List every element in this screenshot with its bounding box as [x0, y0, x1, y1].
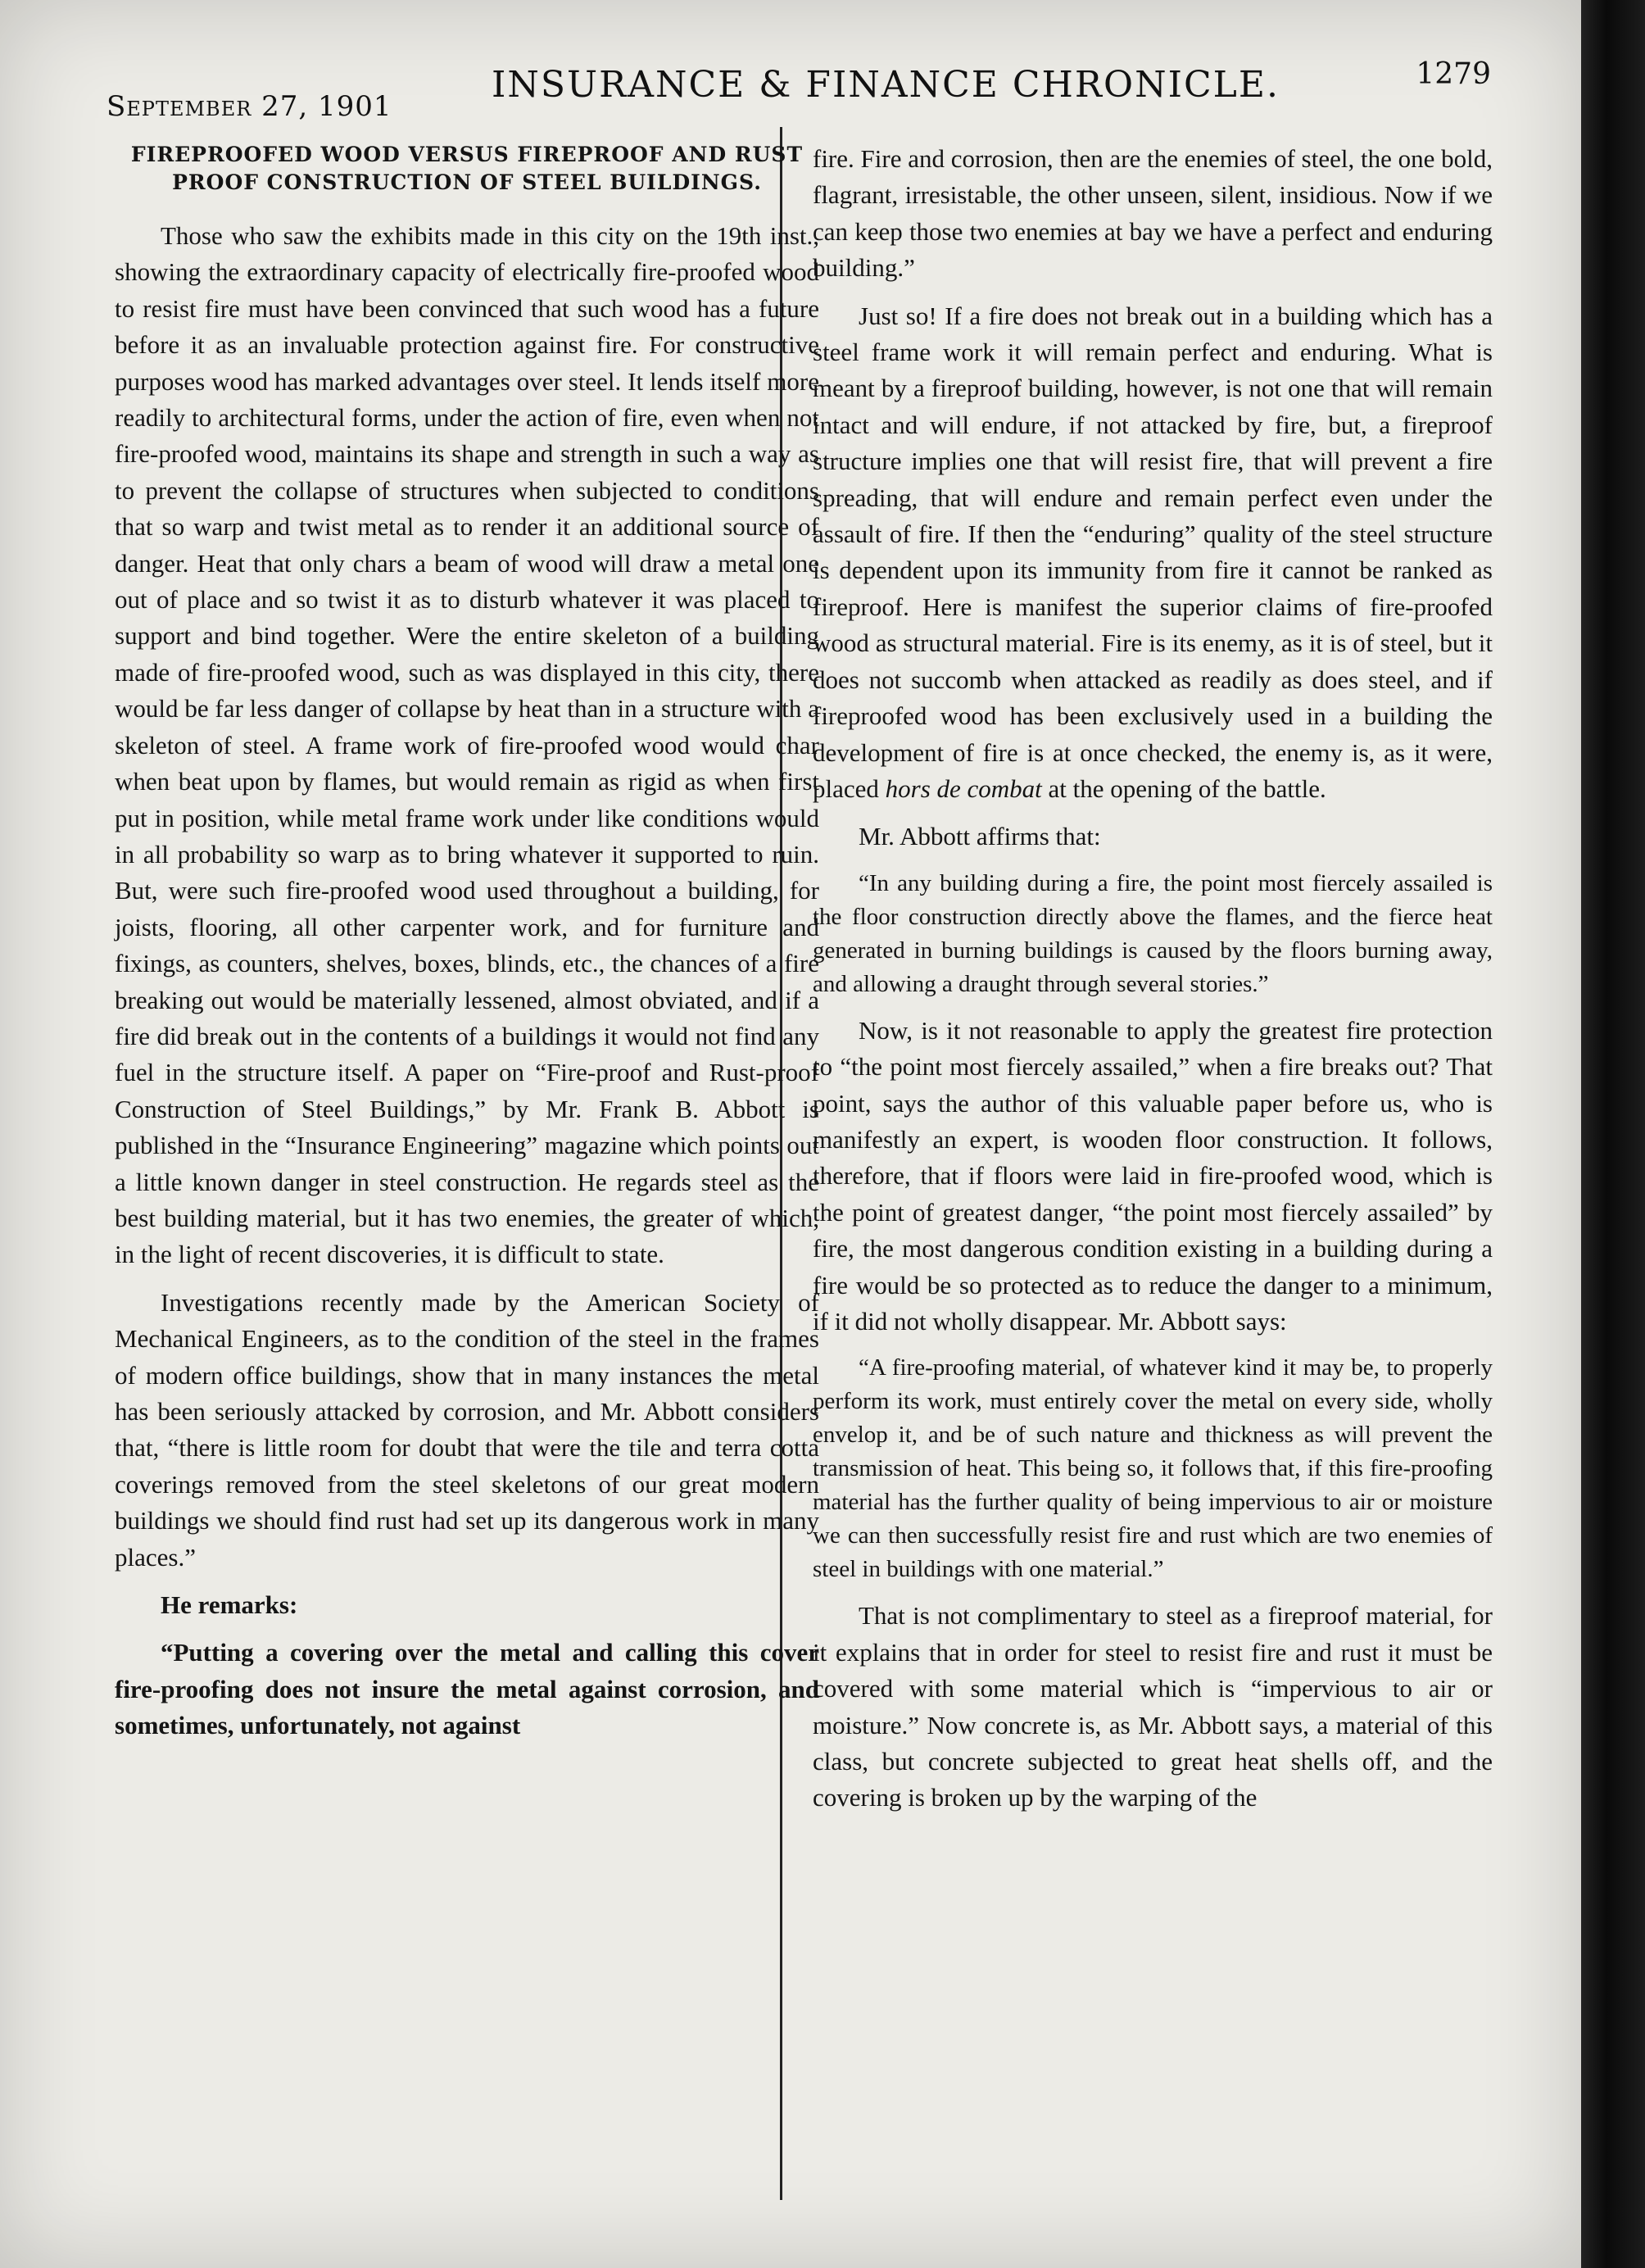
- paragraph: That is not complimentary to steel as a fireproof material, for it explains that in order for steel to resist fire and rust it must be covered with some material which is “impervious to air or moisture.” Now concrete is, as Mr. Abbott says, a material of this class, but concrete subjected to great heat shells off, and the covering is broken up by the warping of the: [813, 1601, 1493, 1812]
- issue-date: September 27, 1901: [106, 90, 392, 123]
- paragraph: Investigations recently made by the American Society of Mechanical Engineers, as to the condition of the steel in the frames of modern office buildings, show that in many instances the metal has been seriously attacked by corrosion, and Mr. Abbott considers that, “there is little room for doubt that were the tile and terra cotta coverings removed from the steel skeletons of our great modern buildings we should find rust had set up its dangerous work in many places.”: [115, 1287, 819, 1572]
- paragraph: Mr. Abbott affirms that:: [859, 822, 1101, 851]
- italic-phrase: hors de combat: [885, 773, 1042, 803]
- paragraph: Now, is it not reasonable to apply the greatest fire protection to “the point most fiercely assailed,” when a fire breaks out? That point, says the author of this valuable paper before us, who is manifestly an expert, is wooden floor construction. It follows, therefore, that if floors were laid in fire-proofed wood, which is the point of greatest danger, “the point most fiercely assailed” by fire, the most dangerous condition existing in a building during a fire would be so protected as to reduce the danger to a minimum, if it did not wholly disappear. Mr. Abbott says:: [813, 1015, 1493, 1336]
- article-title: FIREPROOFED WOOD VERSUS FIREPROOF AND RUST PROOF CONSTRUCTION OF STEEL BUILDINGS.: [130, 143, 804, 194]
- paragraph: Those who saw the exhibits made in this city on the 19th inst., showing the extraordinary capacity of electrically fire-proofed wood to resist fire must have been convinced that such wood has a future before it as an invaluable protection against fire. For constructive purposes wood has marked advantages over steel. It lends itself more readily to architectural forms, under the action of fire, even when not fire-proofed wood, maintains its shape and strength in such a way as to prevent the collapse of structures when subjected to conditions that so warp and twist metal as to render it an additional source of danger. Heat that only chars a beam of wood will draw a metal one out of place and so twist it as to disturb whatever it was placed to support and bind together. Were the entire skeleton of a building made of fire-proofed wood, such as was displayed in this city, there would be far less danger of collapse by heat than in a structure with a skeleton of steel. A frame work of fire-proofed wood would char when beat upon by flames, but would remain as rigid as when first put in position, while metal frame work under like conditions would in all probability so warp as to bring whatever it supported to ruin. But, were such fire-proofed wood used throughout a building, for joists, flooring, all other carpenter work, and for furniture and fixings, as counters, shelves, boxes, blinds, etc., the chances of a fire breaking out would be materially lessened, almost obviated, and if a fire did break out in the contents of a buildings it would not find any fuel in the structure itself. A paper on “Fire-proof and Rust-proof Construction of Steel Buildings,” by Mr. Frank B. Abbott is published in the “Insurance Engineering” magazine which points out a little known danger in steel construction. He regards steel as the best building material, but it has two enemies, the greater of which, in the light of recent discoveries, it is difficult to state.: [115, 221, 819, 1269]
- paragraph-text: at the opening of the battle.: [1048, 773, 1326, 803]
- page-number: 1279: [1416, 57, 1491, 91]
- paragraph-text: Just so! If a fire does not break out in a building which has a steel frame work it will remain perfect and enduring. What is meant by a fireproof building, however, is not one that will remain intact and will endure, if not attacked by fire, but, a fireproof structure implies one that will resist fire, that will prevent a fire spreading, that will endure and remain perfect even under the assault of fire. If then the “enduring” quality of the steel structure is dependent upon its immunity from fire it cannot be ranked as fireproof. Here is manifest the superior claims of fire-proofed wood as structural material. Fire is its enemy, as it is of steel, but it does not succomb when attacked as readily as does steel, and if fireproofed wood has been exclusively used in a building the development of fire is at once checked, the enemy is, as it were, placed: [813, 301, 1493, 803]
- paragraph: [813, 298, 1493, 808]
- paragraph: “Putting a covering over the metal and calling this cover fire-proofing does not insure the metal against corrosion, and sometimes, unfortunately, not against: [115, 1638, 819, 1740]
- quoted-paragraph: “In any building during a fire, the point most fiercely assailed is the floor construction directly above the flames, and the fierce heat generated in burning buildings is caused by the floors burning away, and allowing a draught through several stories.”: [813, 869, 1493, 997]
- journal-title: INSURANCE & FINANCE CHRONICLE.: [492, 64, 1280, 106]
- running-head: [98, 57, 1491, 123]
- paragraph: He remarks:: [161, 1590, 298, 1620]
- quoted-paragraph: “A fire-proofing material, of whatever kind it may be, to properly perform its work, must entirely cover the metal on every side, wholly envelop it, and be of such nature and thickness as will prevent the transmission of heat. This being so, it follows that, if this fire-proofing material has the further quality of being impervious to air or moisture we can then successfully resist fire and rust which are two enemies of steel in buildings with one material.”: [813, 1354, 1493, 1583]
- paragraph: fire. Fire and corrosion, then are the enemies of steel, the one bold, flagrant, irresistable, the other unseen, silent, insidious. Now if we can keep those two enemies at bay we have a perfect and enduring building.”: [813, 144, 1493, 283]
- page-edge: [1581, 0, 1645, 2268]
- column-right: [813, 141, 1493, 1828]
- column-left: [115, 141, 819, 1756]
